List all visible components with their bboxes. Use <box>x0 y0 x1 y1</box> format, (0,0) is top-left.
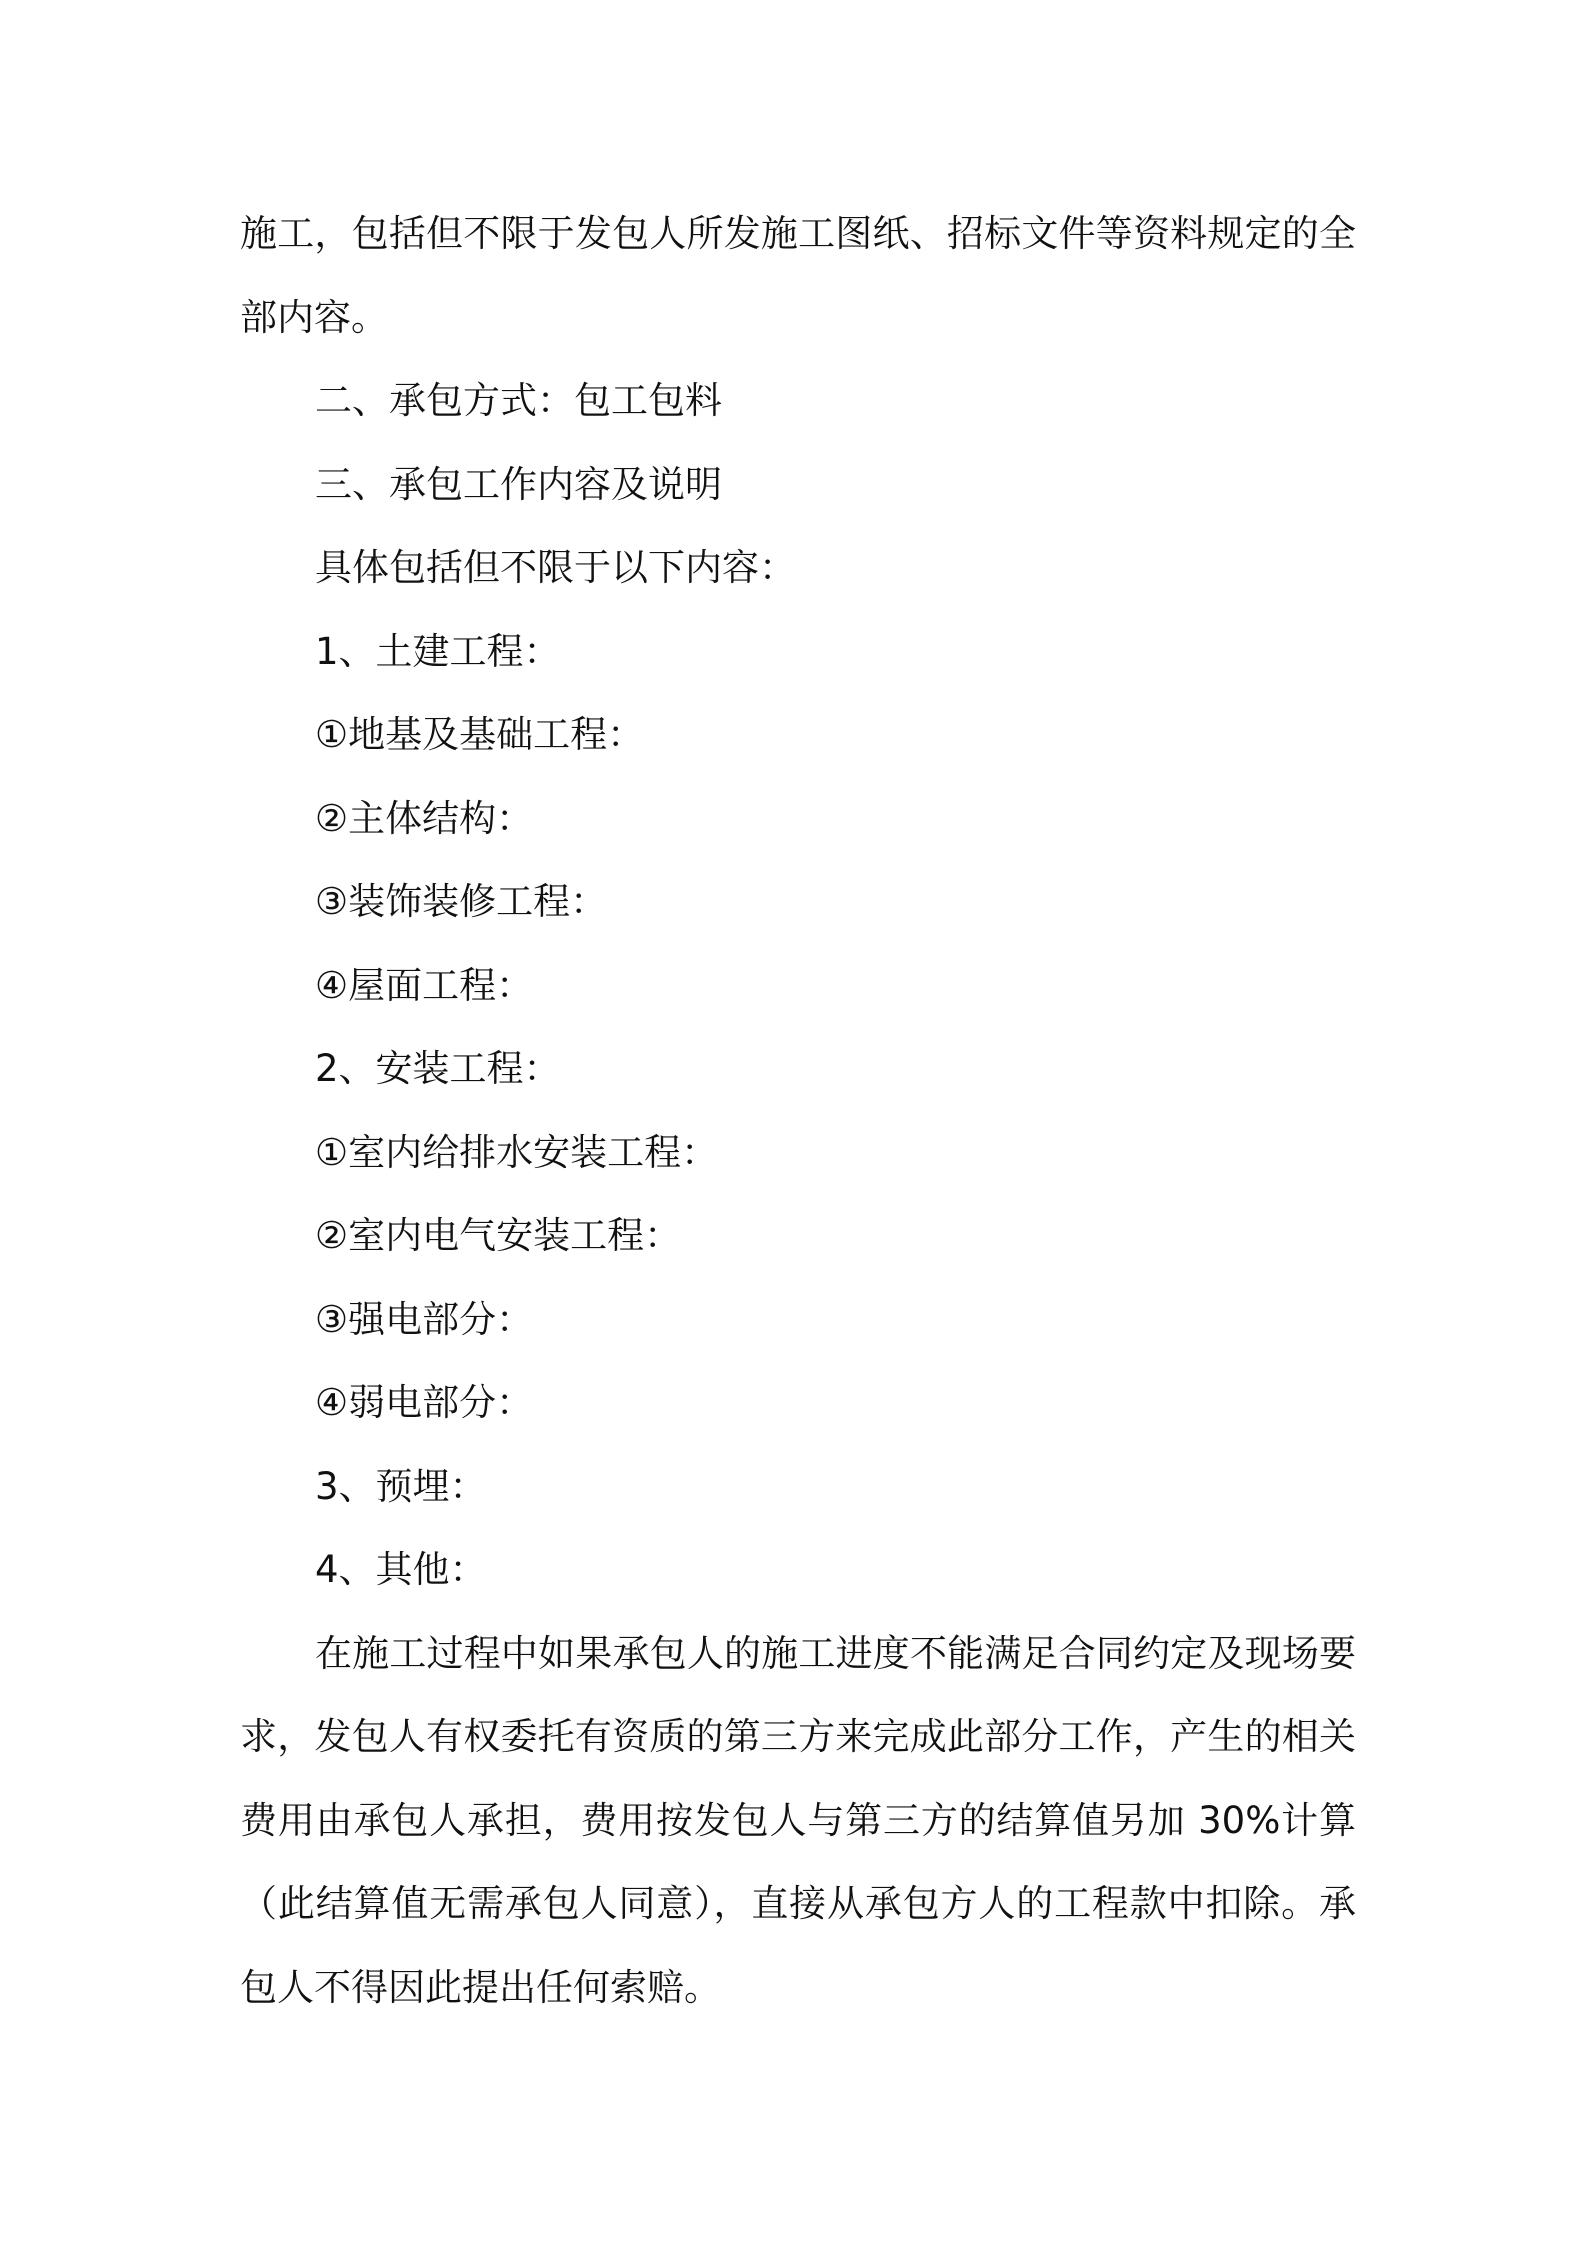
paragraph-work-content-intro: 具体包括但不限于以下内容： <box>315 546 796 589</box>
list-item-plumbing: ①室内给排水安装工程： <box>315 1130 719 1174</box>
paragraph-scope-continuation: 施工，包括但不限于发包人所发施工图纸、招标文件等资料规定的全部内容。 <box>240 212 1356 339</box>
list-item-embedding: 3、预埋： <box>315 1464 487 1508</box>
document-body <box>240 192 1356 2029</box>
list-item-electrical: ②室内电气安装工程： <box>315 1214 682 1257</box>
list-item-other: 4、其他： <box>315 1548 487 1591</box>
paragraph-third-party-clause: 在施工过程中如果承包人的施工进度不能满足合同约定及现场要求，发包人有权委托有资质的第三方来完成此部分工作，产生的相关费用由承包人承担，费用按发包人与第三方的结算值另加 30%计算（此结算值无需承包人同意），直接从承包方人的工程款中扣除。承包人不得因此提出任何索赔。 <box>240 1631 1356 2009</box>
list-item-foundation: ①地基及基础工程： <box>315 713 645 756</box>
list-item-installation-engineering: 2、安装工程： <box>315 1047 561 1090</box>
list-item-roofing: ④屋面工程： <box>315 963 534 1007</box>
list-item-strong-current: ③强电部分： <box>315 1297 534 1341</box>
list-item-civil-engineering: 1、土建工程： <box>315 629 561 673</box>
paragraph-work-content-heading: 三、承包工作内容及说明 <box>315 462 722 506</box>
list-item-weak-current: ④弱电部分： <box>315 1381 534 1424</box>
list-item-decoration: ③装饰装修工程： <box>315 880 608 923</box>
paragraph-contract-method: 二、承包方式：包工包料 <box>315 379 722 422</box>
list-item-main-structure: ②主体结构： <box>315 796 534 840</box>
